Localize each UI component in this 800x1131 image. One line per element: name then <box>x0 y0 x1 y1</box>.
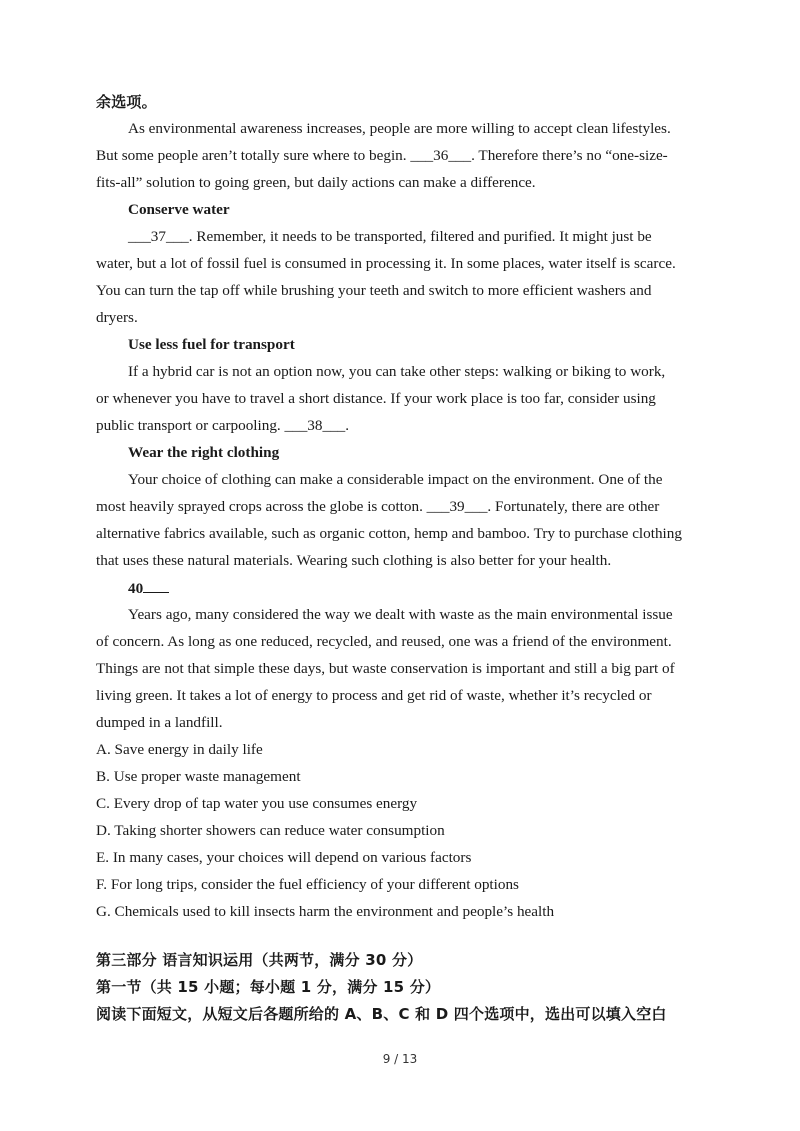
paragraph-5-line-1: Years ago, many considered the way we dealt with waste as the main environmental issue <box>128 606 673 623</box>
option-c: C. Every drop of tap water you use consumes energy <box>96 795 418 812</box>
intro-tail: 余选项。 <box>96 93 157 111</box>
option-g: G. Chemicals used to kill insects harm the environment and people’s health <box>96 903 555 920</box>
heading-conserve-water: Conserve water <box>128 201 230 218</box>
paragraph-3-line-2: or whenever you have to travel a short distance. If your work place is too far, consider using <box>96 390 656 407</box>
paragraph-5-line-2: of concern. As long as one reduced, recycled, and reused, one was a friend of the environment. <box>96 633 672 650</box>
paragraph-1-line-1: As environmental awareness increases, people are more willing to accept clean lifestyles. <box>128 120 671 137</box>
heading-blank-40 <box>128 578 169 599</box>
paragraph-2-line-2: water, but a lot of fossil fuel is consumed in processing it. In some places, water itself is scarce. <box>96 255 676 272</box>
paragraph-4-line-1: Your choice of clothing can make a considerable impact on the environment. One of the <box>128 471 663 488</box>
blank-40-number: 40 <box>128 580 144 597</box>
paragraph-4-line-2: most heavily sprayed crops across the globe is cotton. ___39___. Fortunately, there are other <box>96 498 660 515</box>
paragraph-3-line-3: public transport or carpooling. ___38___. <box>96 417 350 434</box>
paragraph-5-line-5: dumped in a landfill. <box>96 714 223 731</box>
section-instruction: 阅读下面短文，从短文后各题所给的 A、B、C 和 D 四个选项中，选出可以填入空白 <box>96 1005 667 1023</box>
paragraph-2-line-3: You can turn the tap off while brushing your teeth and switch to more efficient washers and <box>96 282 652 299</box>
section-part-title: 第三部分 语言知识运用（共两节，满分 30 分） <box>96 951 423 969</box>
blank-40-underline <box>143 578 169 593</box>
paragraph-2-line-4: dryers. <box>96 309 138 326</box>
section-sub-title: 第一节（共 15 小题；每小题 1 分，满分 15 分） <box>96 978 441 996</box>
paragraph-1-line-2: But some people aren’t totally sure where to begin. ___36___. Therefore there’s no “one-size- <box>96 147 668 164</box>
option-d: D. Taking shorter showers can reduce water consumption <box>96 822 445 839</box>
paragraph-1-line-3: fits-all” solution to going green, but daily actions can make a difference. <box>96 174 536 191</box>
page-number: 9 / 13 <box>382 1052 418 1066</box>
option-f: F. For long trips, consider the fuel efficiency of your different options <box>96 876 519 893</box>
heading-wear-right-clothing: Wear the right clothing <box>128 444 280 461</box>
paragraph-4-line-4: that uses these natural materials. Wearing such clothing is also better for your health. <box>96 552 612 569</box>
option-b: B. Use proper waste management <box>96 768 301 785</box>
paragraph-5-line-4: living green. It takes a lot of energy to process and get rid of waste, whether it’s recycled or <box>96 687 652 704</box>
paragraph-5-line-3: Things are not that simple these days, but waste conservation is important and still a big part of <box>96 660 675 677</box>
paragraph-3-line-1: If a hybrid car is not an option now, you can take other steps: walking or biking to work, <box>128 363 666 380</box>
option-e: E. In many cases, your choices will depend on various factors <box>96 849 472 866</box>
paragraph-4-line-3: alternative fabrics available, such as organic cotton, hemp and bamboo. Try to purchase clothing <box>96 525 682 542</box>
paragraph-2-line-1: ___37___. Remember, it needs to be transported, filtered and purified. It might just be <box>128 228 652 245</box>
option-a: A. Save energy in daily life <box>96 741 263 758</box>
heading-use-less-fuel: Use less fuel for transport <box>128 336 295 353</box>
